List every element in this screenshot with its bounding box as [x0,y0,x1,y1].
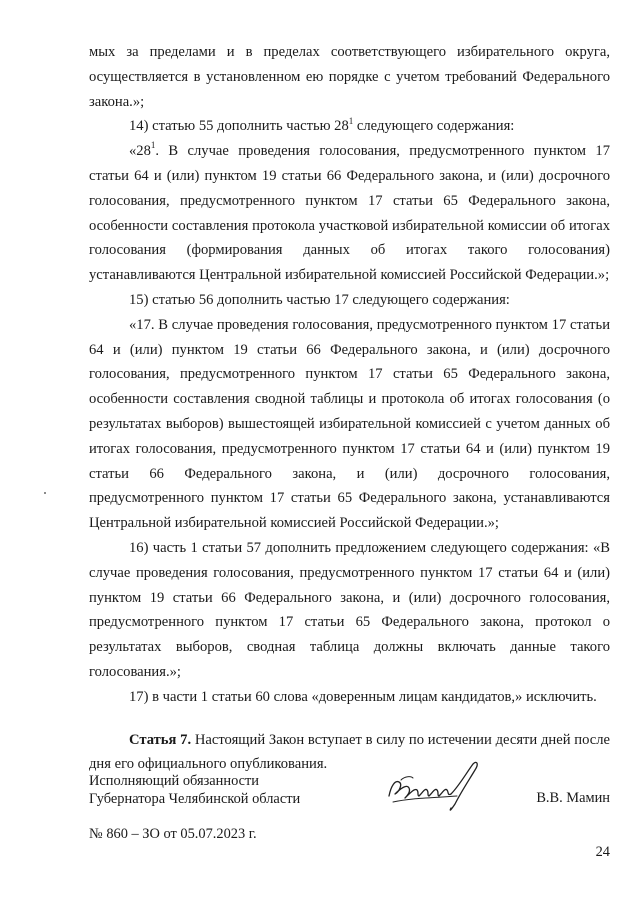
paragraph-item-17: 17) в части 1 статьи 60 слова «доверенным лицам кандидатов,» исключить. [129,688,597,705]
paragraph-item-15: 15) статью 56 дополнить частью 17 следующего содержания: [129,291,510,308]
law-number: № 860 – ЗО от 05.07.2023 г. [89,826,257,842]
handwritten-signature [381,758,501,814]
part-28-text: . В случае проведения голосования, предусмотренного пунктом 17 статьи 64 и (или) пунктом 19 статьи 66 Федерального закона, и (или) досрочного голосования, предусмотренного пунктом 17 статьи 65 Федерального закона, особенности составления протокола участковой избирательной комиссии об итогах голосования (формирования данных об итогах такого голосования) устанавливаются Центральной избирательной комиссией Российской Федерации.»; [89,143,610,284]
signatory-title-line-2: Губернатора Челябинской области [89,791,301,807]
article-7 [89,728,610,778]
document-body [89,40,610,777]
paragraph-item-16: 16) часть 1 статьи 57 дополнить предложением следующего содержания: «В случае проведения голосования, предусмотренного пунктом 17 статьи 64 и (или) пунктом 19 статьи 66 Федерального закона, и (или) досрочного голосования, предусмотренного пунктом 17 статьи 65 Федерального закона, протокол о результатах выборов, сводная таблица должны включать данные такого голосования.»; [89,539,610,680]
spacer [89,710,610,728]
superscript: 1 [150,140,156,151]
part-28-prefix: «28 [129,143,151,160]
paragraph-part-28-1 [89,139,610,288]
page-number: 24 [595,844,610,860]
item-14-text: 14) статью 55 дополнить частью 28 [129,118,349,135]
paragraph-continuation: мых за пределами и в пределах соответствующего избирательного округа, осуществляется в установленном ею порядке с учетом требований Федерального закона.»; [89,44,610,110]
item-14-text-end: следующего содержания: [353,118,515,135]
superscript: 1 [348,115,354,126]
article-heading: Статья 7. [129,731,192,748]
signature-block [89,772,610,822]
article-text: Настоящий Закон вступает в силу по истечении десяти дней после дня его официального опубликования. [89,731,610,773]
paragraph-item-14 [89,114,610,139]
signatory-title-line-1: Исполняющий обязанности [89,773,260,789]
signatory-title [89,772,300,808]
signatory-name: В.В. Мамин [536,790,610,806]
paragraph-part-17: «17. В случае проведения голосования, предусмотренного пунктом 17 статьи 64 и (или) пунктом 19 статьи 66 Федерального закона, и (или) досрочного голосования, предусмотренного пунктом 17 статьи 65 Федерального закона, особенности составления сводной таблицы и протокола об итогах голосования (о результатах выборов) вышестоящей избирательной комиссией с учетом данных об итогах голосования, предусмотренного пунктом 17 статьи 64 и (или) пунктом 19 статьи 66 Федерального закона, и (или) досрочного голосования, предусмотренного пунктом 17 статьи 65 Федерального закона, устанавливаются Центральной избирательной комиссией Российской Федерации.»; [89,316,610,532]
margin-dot [44,492,46,494]
